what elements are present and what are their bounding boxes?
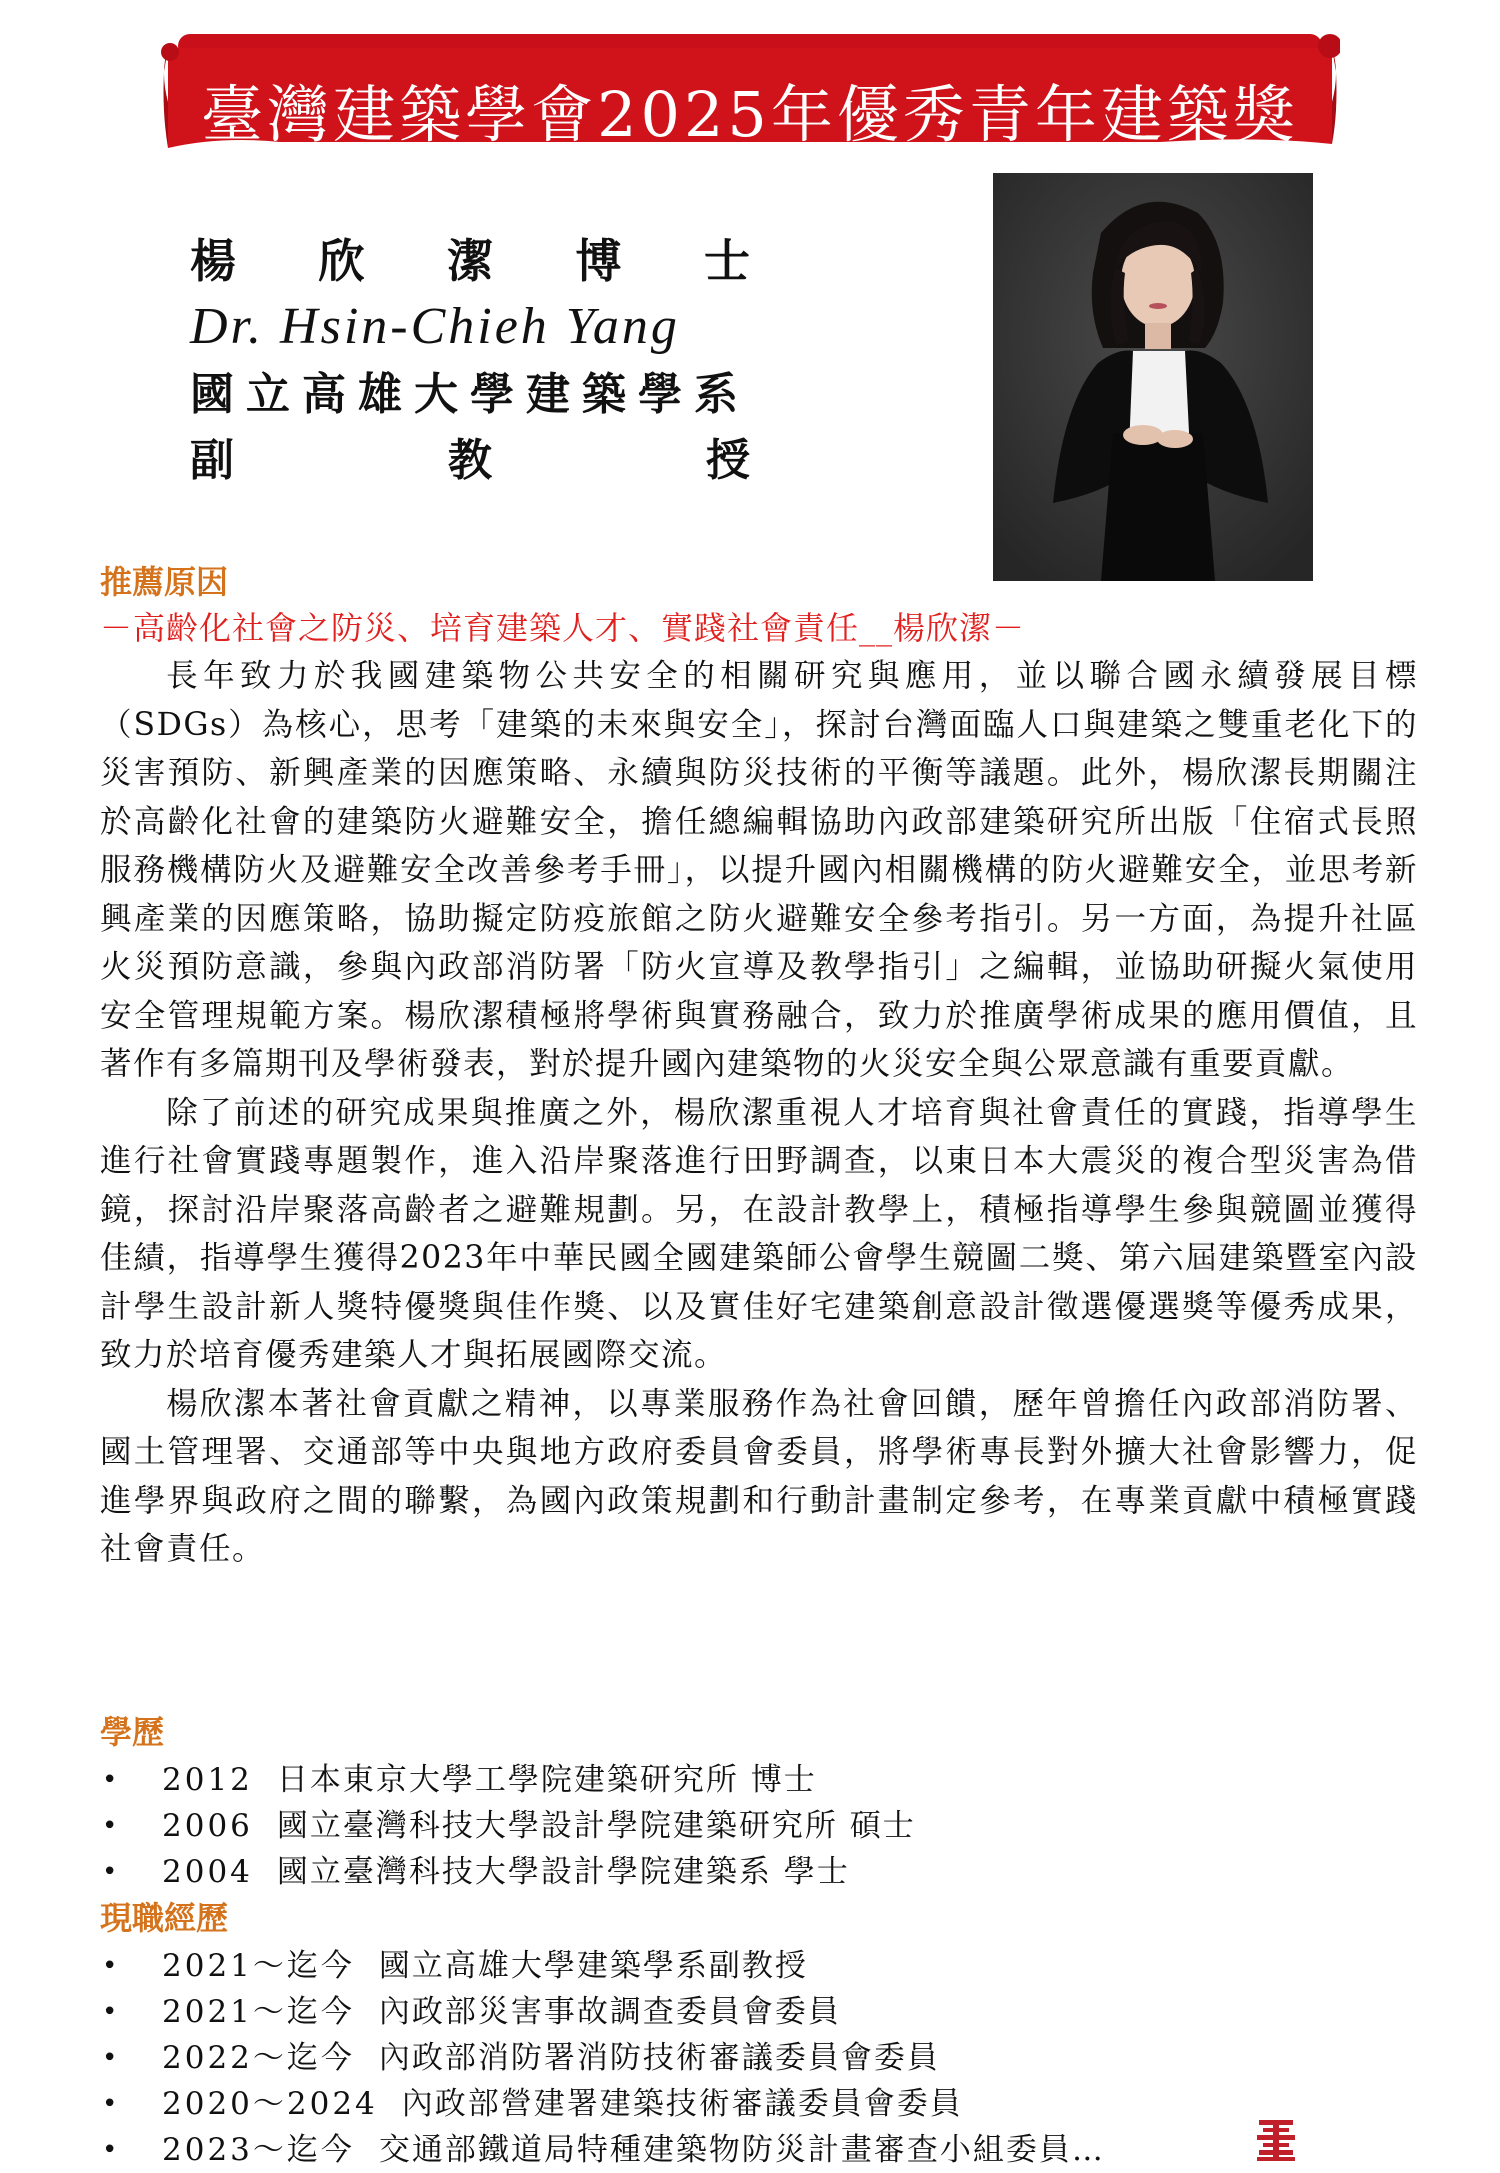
name-chinese	[190, 230, 750, 292]
list-item	[100, 1943, 1400, 1989]
bullet-icon: •	[102, 1811, 118, 1841]
list-item	[100, 1989, 1400, 2035]
academic-rank	[190, 428, 750, 494]
recommendation-subtitle: －高齡化社會之防災、培育建築人才、實踐社會責任__楊欣潔－	[100, 609, 1026, 647]
portrait-photo	[993, 173, 1313, 581]
department: 國立高雄大學建築學系	[190, 369, 750, 420]
rank-char: 教	[448, 435, 492, 486]
name-char: 潔	[447, 234, 493, 288]
item-year: 2022～迄今	[162, 2040, 355, 2076]
recommendation-body	[100, 652, 1418, 1574]
bullet-icon: •	[102, 1765, 118, 1795]
bullet-icon: •	[102, 2043, 118, 2073]
name-char: 楊	[190, 234, 236, 288]
rank-char: 授	[706, 435, 750, 486]
item-year: 2006	[162, 1808, 253, 1844]
name-char: 欣	[318, 234, 365, 288]
title-banner	[160, 32, 1340, 152]
list-item	[100, 1849, 1400, 1895]
list-item	[100, 1803, 1400, 1849]
item-desc: 國立臺灣科技大學設計學院建築研究所 碩士	[276, 1808, 916, 1844]
rank-char: 副	[190, 435, 234, 486]
list-item	[100, 2035, 1400, 2081]
item-year: 2021～迄今	[162, 1994, 355, 2030]
banner-title: 臺灣建築學會2025年優秀青年建築獎	[201, 78, 1299, 151]
bullet-icon: •	[102, 2089, 118, 2119]
education-heading: 學歷	[100, 1713, 165, 1751]
bullet-icon: •	[102, 1997, 118, 2027]
paragraph: 除了前述的研究成果與推廣之外，楊欣潔重視人才培育與社會責任的實踐，指導學生進行社會實踐專題製作，進入沿岸聚落進行田野調查，以東日本大震災的複合型災害為借鏡，探討沿岸聚落高齡者之避難規劃。另，在設計教學上，積極指導學生參與競圖並獲得佳績，指導學生獲得2023年中華民國全國建築師公會學生競圖二獎、第六屆建築暨室內設計學生設計新人獎特優獎與佳作獎、以及實佳好宅建築創意設計徵選優選獎等優秀成果，致力於培育優秀建築人才與拓展國際交流。	[100, 1094, 1418, 1373]
education-list	[100, 1757, 1400, 1895]
recommendation-heading: 推薦原因	[100, 563, 229, 601]
item-desc: 交通部鐵道局特種建築物防災計畫審查小組委員…	[378, 2132, 1105, 2168]
item-desc: 國立高雄大學建築學系副教授	[378, 1948, 808, 1984]
bullet-icon: •	[102, 1857, 118, 1887]
item-year: 2012	[162, 1762, 253, 1798]
paragraph: 楊欣潔本著社會貢獻之精神，以專業服務作為社會回饋，歷年曾擔任內政部消防署、國土管理署、交通部等中央與地方政府委員會委員，將學術專長對外擴大社會影響力，促進學界與政府之間的聯繫，為國內政策規劃和行動計畫制定參考，在專業貢獻中積極實踐社會責任。	[100, 1385, 1418, 1567]
list-item	[100, 2127, 1400, 2173]
item-year: 2004	[162, 1854, 253, 1890]
name-char: 士	[704, 234, 750, 288]
item-desc: 內政部災害事故調查委員會委員	[378, 1994, 841, 2030]
item-year: 2023～迄今	[162, 2132, 355, 2168]
name-char: 博	[575, 234, 622, 288]
item-desc: 日本東京大學工學院建築研究所 博士	[276, 1762, 817, 1798]
paragraph: 長年致力於我國建築物公共安全的相關研究與應用，並以聯合國永續發展目標（SDGs）為核心，思考「建築的未來與安全」，探討台灣面臨人口與建築之雙重老化下的災害預防、新興產業的因應策略、永續與防災技術的平衡等議題。此外，楊欣潔長期關注於高齡化社會的建築防火避難安全，擔任總編輯協助內政部建築研究所出版「住宿式長照服務機構防火及避難安全改善參考手冊」，以提升國內相關機構的防火避難安全，並思考新興產業的因應策略，協助擬定防疫旅館之防火避難安全參考指引。另一方面，為提升社區火災預防意識，參與內政部消防署「防火宣導及教學指引」之編輯，並協助研擬火氣使用安全管理規範方案。楊欣潔積極將學術與實務融合，致力於推廣學術成果的應用價值，且著作有多篇期刊及學術發表，對於提升國內建築物的火災安全與公眾意識有重要貢獻。	[100, 658, 1418, 1082]
item-desc: 內政部消防署消防技術審議委員會委員	[378, 2040, 940, 2076]
list-item	[100, 1757, 1400, 1803]
list-item	[100, 2081, 1400, 2127]
item-desc: 國立臺灣科技大學設計學院建築系 學士	[276, 1854, 850, 1890]
positions-list	[100, 1943, 1400, 2173]
profile-header	[190, 230, 750, 494]
bullet-icon: •	[102, 2135, 118, 2165]
name-english: Dr. Hsin-Chieh Yang	[190, 298, 680, 355]
item-year: 2020～2024	[162, 2086, 378, 2122]
bullet-icon: •	[102, 1951, 118, 1981]
positions-heading: 現職經歷	[100, 1899, 229, 1937]
item-year: 2021～迄今	[162, 1948, 355, 1984]
item-desc: 內政部營建署建築技術審議委員會委員	[401, 2086, 963, 2122]
society-logo-icon	[1255, 2118, 1297, 2162]
